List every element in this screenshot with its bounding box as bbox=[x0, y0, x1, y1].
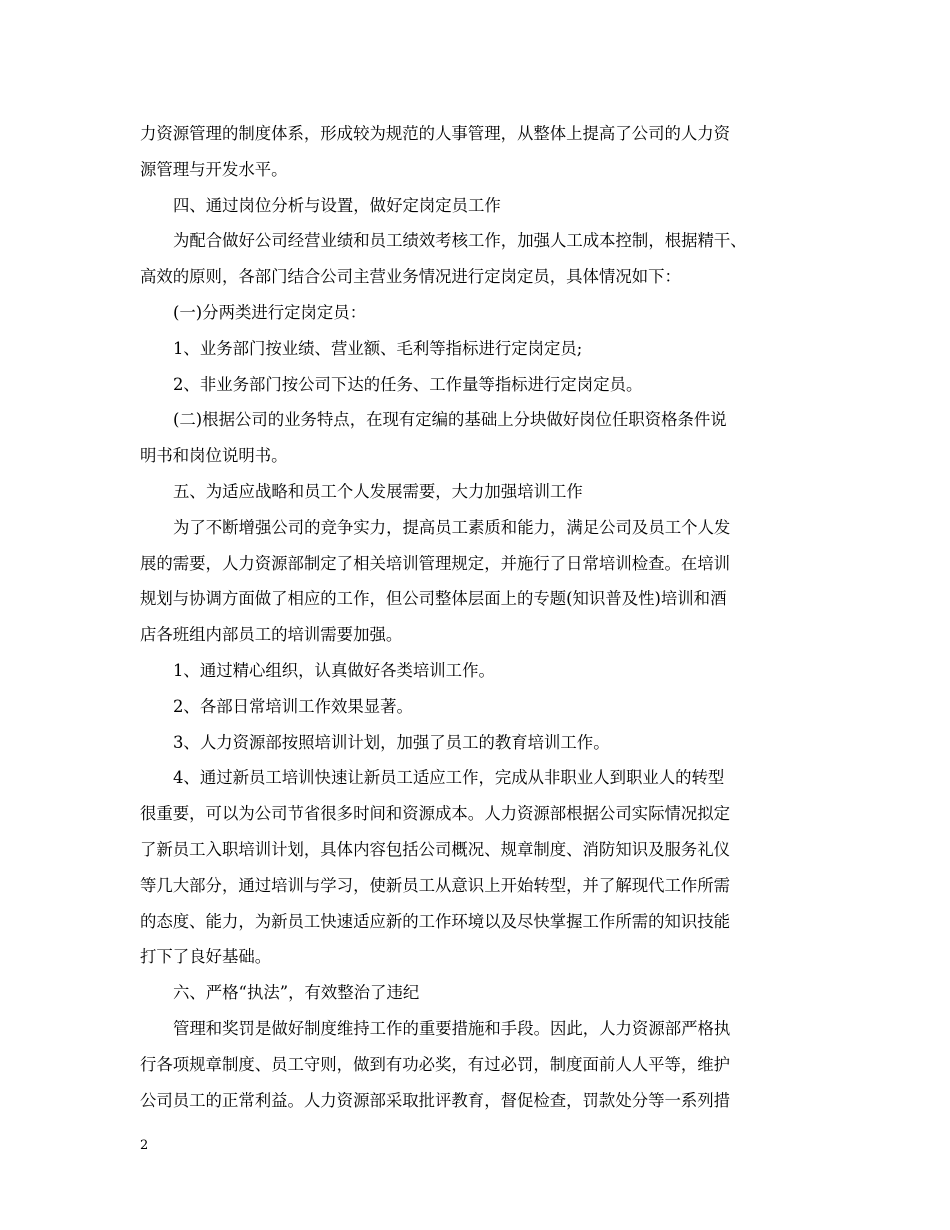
text-line: 1、业务部门按业绩、营业额、毛利等指标进行定岗定员; bbox=[173, 338, 583, 358]
text-line: 2、各部日常培训工作效果显著。 bbox=[173, 696, 413, 716]
text-line: 高效的原则，各部门结合公司主营业务情况进行定岗定员，具体情况如下： bbox=[140, 267, 681, 287]
text-line: 管理和奖罚是做好制度维持工作的重要措施和手段。因此，人力资源部严格执 bbox=[173, 1018, 731, 1038]
text-line: (一)分两类进行定岗定员： bbox=[173, 302, 367, 322]
text-line: 的态度、能力，为新员工快速适应新的工作环境以及尽快掌握工作所需的知识技能 bbox=[140, 911, 731, 931]
text-line: 五、为适应战略和员工个人发展需要，大力加强培训工作 bbox=[173, 481, 583, 501]
text-line: 1、通过精心组织，认真做好各类培训工作。 bbox=[173, 660, 495, 680]
text-line: 公司员工的正常利益。人力资源部采取批评教育，督促检查，罚款处分等一系列措 bbox=[140, 1090, 731, 1110]
text-line: 打下了良好基础。 bbox=[140, 947, 272, 967]
text-line: 展的需要，人力资源部制定了相关培训管理规定，并施行了日常培训检查。在培训 bbox=[140, 553, 731, 573]
text-line: 六、严格“执法”，有效整治了违纪 bbox=[173, 983, 420, 1003]
text-line: 力资源管理的制度体系，形成较为规范的人事管理，从整体上提高了公司的人力资 bbox=[140, 124, 731, 143]
page-number: 2 bbox=[140, 1138, 149, 1153]
text-line: 很重要，可以为公司节省很多时间和资源成本。人力资源部根据公司实际情况拟定 bbox=[140, 804, 731, 824]
text-line: 店各班组内部员工的培训需要加强。 bbox=[140, 625, 403, 645]
text-line: 4、通过新员工培训快速让新员工适应工作，完成从非职业人到职业人的转型 bbox=[173, 768, 725, 788]
text-line: (二)根据公司的业务特点，在现有定编的基础上分块做好岗位任职资格条件说 bbox=[173, 410, 727, 430]
text-line: 为配合做好公司经营业绩和员工绩效考核工作，加强人工成本控制，根据精干、 bbox=[173, 231, 747, 251]
document-body bbox=[140, 116, 830, 1118]
text-line: 四、通过岗位分析与设置，做好定岗定员工作 bbox=[173, 195, 501, 215]
text-line: 源管理与开发水平。 bbox=[140, 159, 288, 179]
text-line: 等几大部分，通过培训与学习，使新员工从意识上开始转型，并了解现代工作所需 bbox=[140, 875, 731, 895]
text-line: 了新员工入职培训计划，具体内容包括公司概况、规章制度、消防知识及服务礼仪 bbox=[140, 839, 731, 859]
text-line: 为了不断增强公司的竞争实力，提高员工素质和能力，满足公司及员工个人发 bbox=[173, 517, 731, 537]
text-line: 行各项规章制度、员工守则，做到有功必奖，有过必罚，制度面前人人平等，维护 bbox=[140, 1054, 731, 1074]
text-line: 明书和岗位说明书。 bbox=[140, 446, 288, 466]
text-line: 2、非业务部门按公司下达的任务、工作量等指标进行定岗定员。 bbox=[173, 374, 643, 394]
text-line: 规划与协调方面做了相应的工作，但公司整体层面上的专题(知识普及性)培训和酒 bbox=[140, 589, 727, 609]
text-line: 3、人力资源部按照培训计划，加强了员工的教育培训工作。 bbox=[173, 732, 610, 752]
